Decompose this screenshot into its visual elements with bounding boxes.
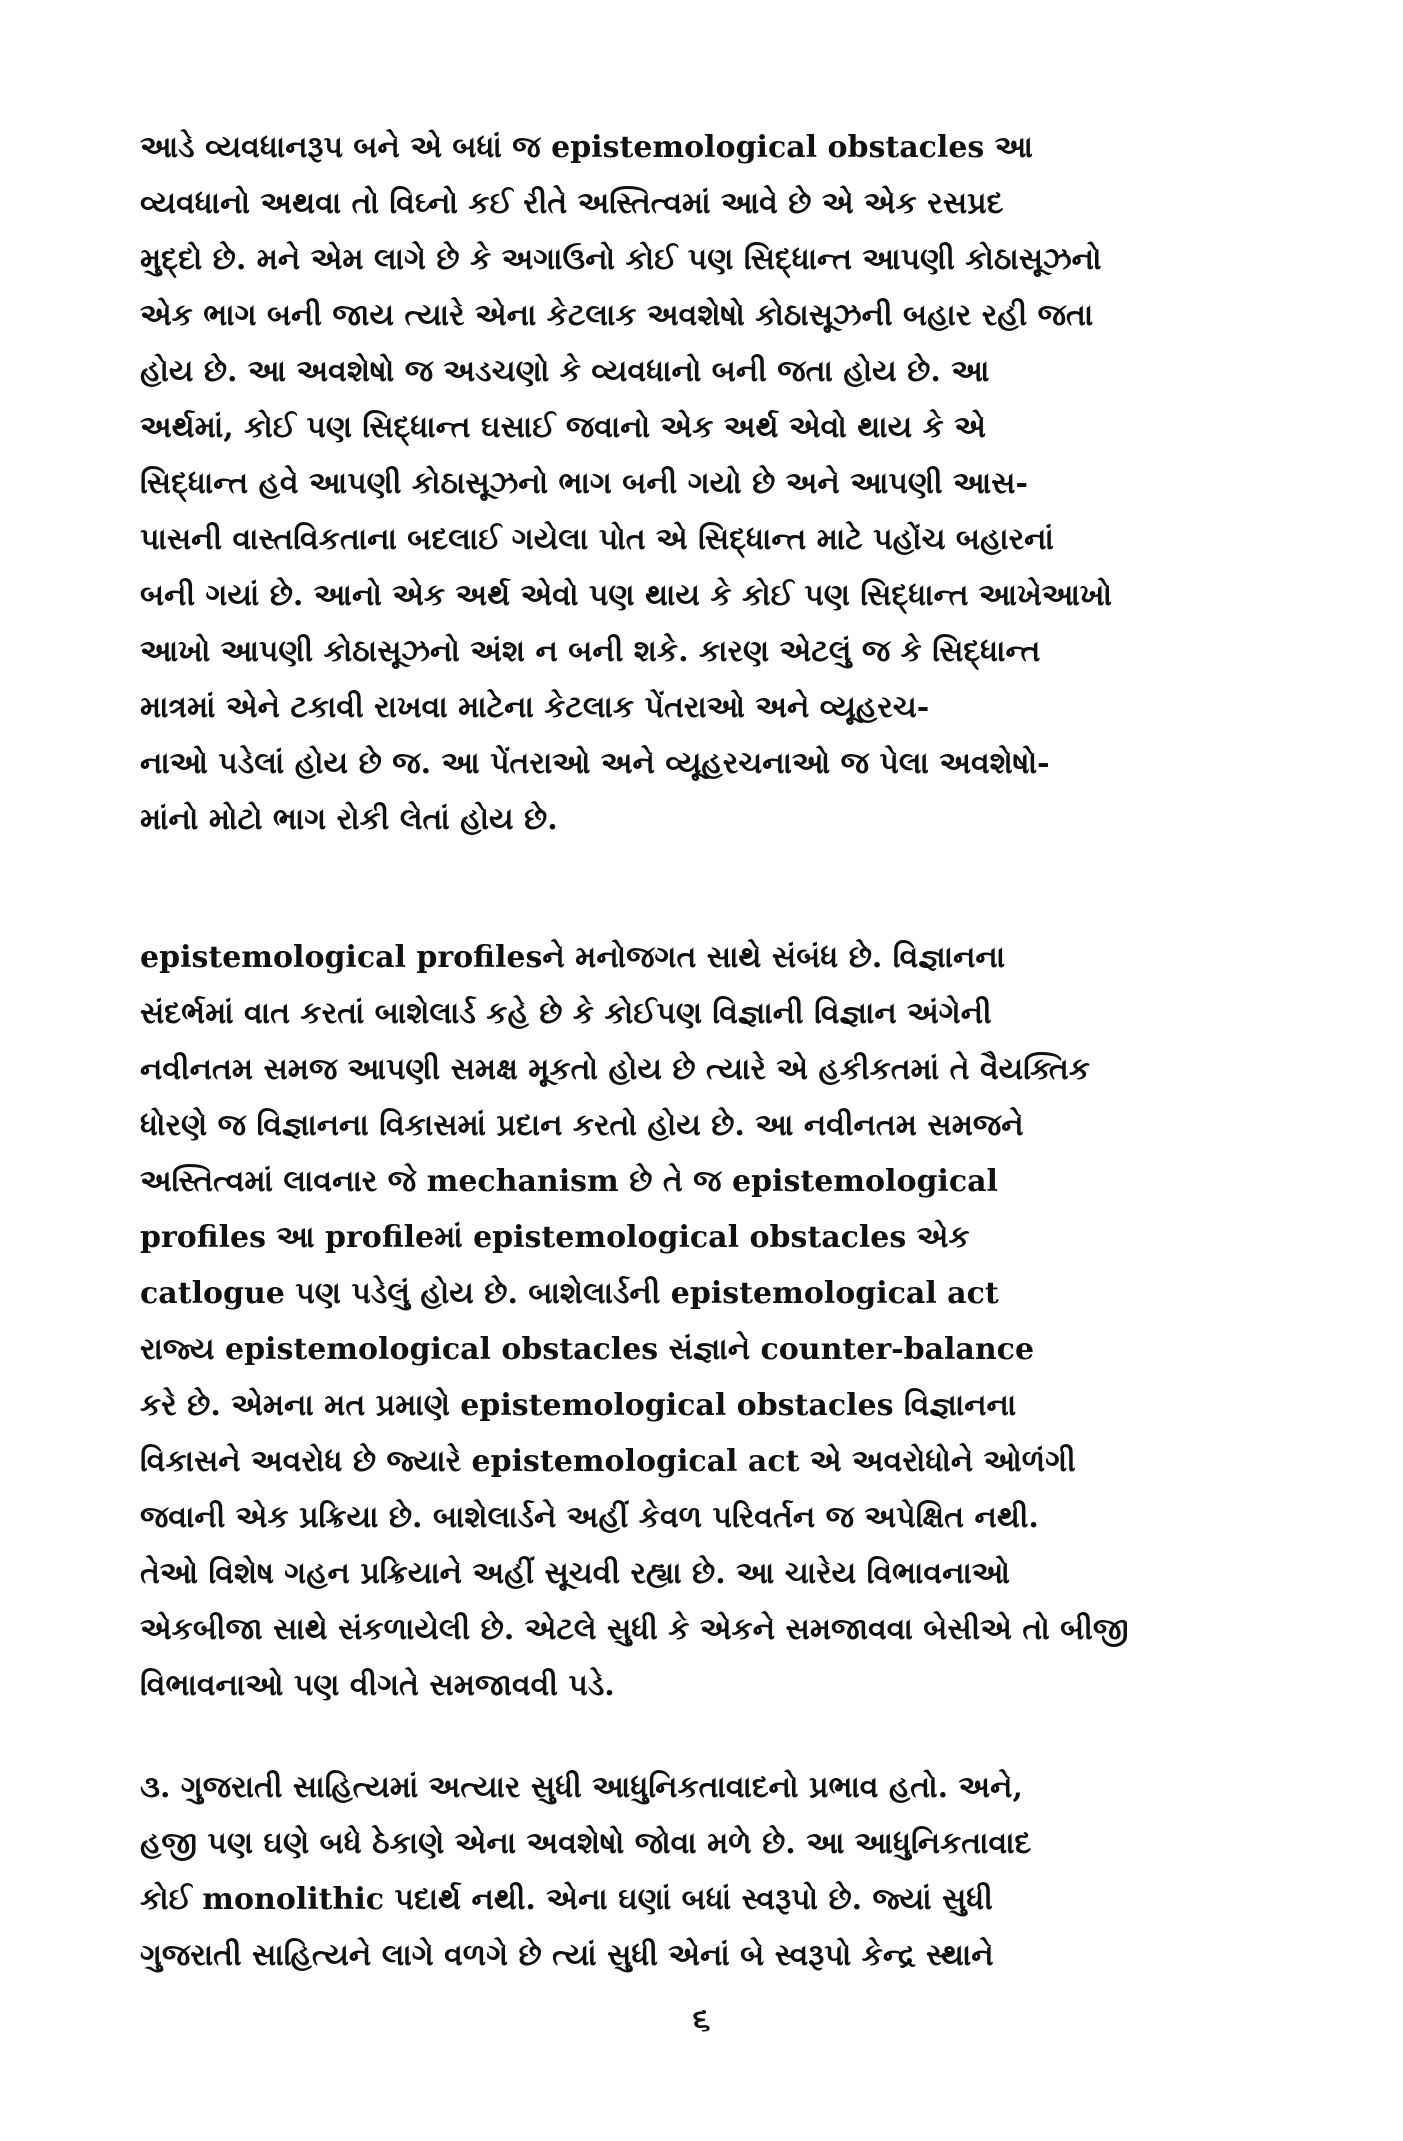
text-line: હજી પણ ઘણે બધે ઠેકાણે એના અવશેષો જોવા મળે છે. આ આધુનિકતાવાદ (140, 1826, 1032, 1861)
page-number: ૬ (692, 2000, 711, 2038)
text-line: આખો આપણી કોઠાસૂઝનો અંશ ન બની શકે. કારણ એટલું જ કે સિદ્ધાન્ત (140, 634, 1041, 669)
text-line: વ્યવધાનો અથવા તો વિઘ્નો કઈ રીતે અસ્તિત્વમાં આવે છે એ એક રસપ્રદ (140, 186, 1004, 221)
text-line: એકબીજા સાથે સંકળાયેલી છે. એટલે સુધી કે એકને સમજાવવા બેસીએ તો બીજી (140, 1612, 1129, 1647)
text-line: ધોરણે જ વિજ્ઞાનના વિકાસમાં પ્રદાન કરતો હોય છે. આ નવીનતમ સમજને (140, 1108, 1024, 1143)
text-line: ૩. ગુજરાતી સાહિત્યમાં અત્યાર સુધી આધુનિકતાવાદનો પ્રભાવ હતો. અને, (140, 1770, 1023, 1805)
text-line: પાસની વાસ્તવિકતાના બદલાઈ ગયેલા પોત એ સિદ્ધાન્ત માટે પહોંચ બહારનાં (140, 522, 1054, 557)
text-line: વિકાસને અવરોધ છે જ્યારે epistemological act એ અવરોધોને ઓળંગી (140, 1444, 1076, 1479)
text-line: વિભાવનાઓ પણ વીગતે સમજાવવી પડે. (140, 1668, 615, 1703)
text-line: profiles આ profileમાં epistemological obstacles એક (140, 1220, 970, 1255)
text-line: નાઓ પડેલાં હોય છે જ. આ પેંતરાઓ અને વ્યૂહરચનાઓ જ પેલા અવશેષો- (140, 746, 1050, 781)
text-line: બની ગયાં છે. આનો એક અર્થ એવો પણ થાય કે કોઈ પણ સિદ્ધાન્ત આખેઆખો (140, 578, 1113, 613)
text-line: ગુજરાતી સાહિત્યને લાગે વળગે છે ત્યાં સુધી એનાં બે સ્વરૂપો કેન્દ્ર સ્થાને (140, 1938, 994, 1973)
text-line: અસ્તિત્વમાં લાવનાર જે mechanism છે તે જ epistemological (140, 1164, 998, 1199)
text-line: તેઓ વિશેષ ગહન પ્રક્રિયાને અહીં સૂચવી રહ્યા છે. આ ચારેય વિભાવનાઓ (140, 1556, 1010, 1591)
text-line: હોય છે. આ અવશેષો જ અડચણો કે વ્યવધાનો બની જતા હોય છે. આ (140, 354, 990, 389)
paragraph-1 (140, 120, 1112, 848)
text-line: epistemological profilesને મનોજગત સાથે સંબંધ છે. વિજ્ઞાનના (140, 940, 1006, 975)
text-line: સંદર્ભમાં વાત કરતાં બાશેલાર્ડ કહે છે કે કોઈપણ વિજ્ઞાની વિજ્ઞાન અંગેની (140, 996, 992, 1031)
text-line: catlogue પણ પડેલું હોય છે. બાશેલાર્ડની epistemological act (140, 1276, 999, 1311)
text-line: માત્રમાં એને ટકાવી રાખવા માટેના કેટલાક પેંતરાઓ અને વ્યૂહરચ- (140, 690, 930, 725)
paragraph-3 (140, 1760, 1031, 1984)
paragraph-2 (140, 930, 1128, 1714)
text-line: સિદ્ધાન્ત હવે આપણી કોઠાસૂઝનો ભાગ બની ગયો છે અને આપણી આસ- (140, 466, 1028, 501)
text-line: કોઈ monolithic પદાર્થ નથી. એના ઘણાં બધાં સ્વરૂપો છે. જ્યાં સુધી (140, 1882, 993, 1917)
text-line: રાજ્ય epistemological obstacles સંજ્ઞાને counter-balance (140, 1332, 1035, 1367)
text-line: અર્થમાં, કોઈ પણ સિદ્ધાન્ત ઘસાઈ જવાનો એક અર્થ એવો થાય કે એ (140, 410, 986, 445)
text-line: નવીનતમ સમજ આપણી સમક્ષ મૂકતો હોય છે ત્યારે એ હકીકતમાં તે વૈયક્તિક (140, 1052, 1090, 1087)
text-line: એક ભાગ બની જાય ત્યારે એના કેટલાક અવશેષો કોઠાસૂઝની બહાર રહી જતા (140, 298, 1094, 333)
text-line: મુદ્દો છે. મને એમ લાગે છે કે અગાઉનો કોઈ પણ સિદ્ધાન્ત આપણી કોઠાસૂઝનો (140, 242, 1102, 277)
text-line: માંનો મોટો ભાગ રોકી લેતાં હોય છે. (140, 802, 558, 837)
text-line: કરે છે. એમના મત પ્રમાણે epistemological obstacles વિજ્ઞાનના (140, 1388, 1017, 1423)
text-line: આડે વ્યવધાનરૂપ બને એ બધાં જ epistemological obstacles આ (140, 130, 1033, 165)
text-line: જવાની એક પ્રક્રિયા છે. બાશેલાર્ડને અહીં કેવળ પરિવર્તન જ અપેક્ષિત નથી. (140, 1500, 1039, 1535)
